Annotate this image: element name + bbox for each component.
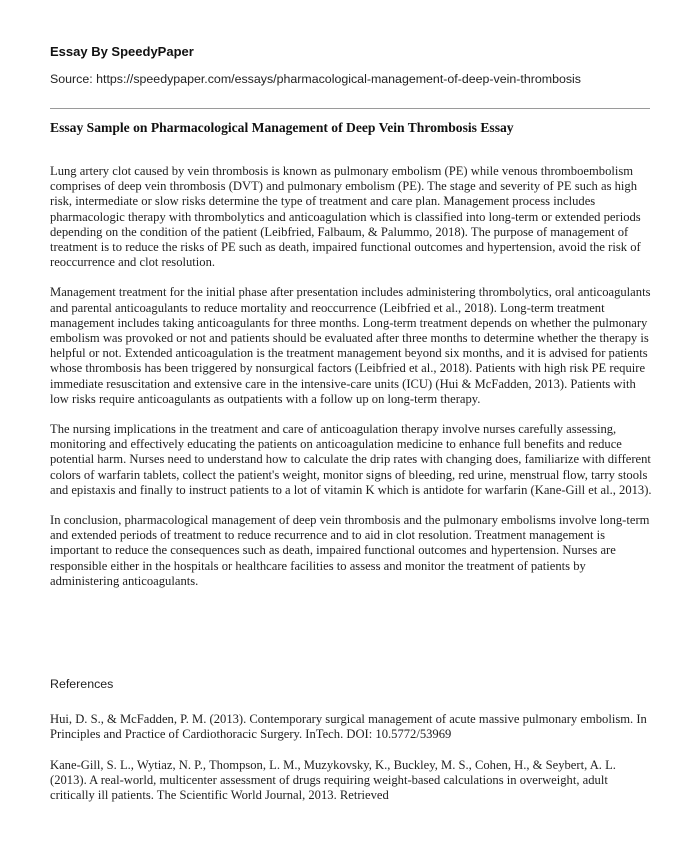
references-section: [50, 677, 654, 818]
header-divider: [50, 108, 650, 109]
essay-paragraph: The nursing implications in the treatment and care of anticoagulation therapy involve nurses carefully assessing, monitoring and effectively educating the patients on anticoagulation medicine to enhance full benefits and reduce potential harm. Nurses need to understand how to calculate the drip rates with changing does, familiarize with different colors of warfarin tablets, collect the patient's weight, monitor signs of bleeding, red urine, menstrual flow, tarry stools and epistaxis and finally to instruct patients to a lot of vitamin K which is antidote for warfarin (Kane-Gill et al., 2013).: [50, 422, 652, 497]
source-line: Source: https://speedypaper.com/essays/pharmacological-management-of-deep-vein-thrombosis: [50, 72, 581, 86]
essay-paragraph: Lung artery clot caused by vein thrombosis is known as pulmonary embolism (PE) while venous thromboembolism comprises of deep vein thrombosis (DVT) and pulmonary embolism (PE). The stage and severity of PE such as high risk, intermediate or slow risks determine the type of treatment and care plan. Management process includes pharmacologic therapy with thrombolytics and anticoagulation which is classified into long-term or extended periods depending on the condition of the patient (Leibfried, Falbaum, & Palummo, 2018). The purpose of management of treatment is to reduce the risks of PE such as death, impaired functional outcomes and hypertension, avoid the risk of reoccurrence and clot resolution.: [50, 164, 641, 270]
essay-paragraph: Management treatment for the initial phase after presentation includes administering thrombolytics, oral anticoagulants and parental anticoagulants to reduce mortality and reoccurrence (Leibfried et al., 2018). Long-term treatment management includes taking anticoagulants for three months. Long-term treatment depends on whether the pulmonary embolism was provoked or not and patients should be evaluated after three months to determine whether the therapy is helpful or not. Extended anticoagulation is the treatment management beyond six months, and it is advised for patients whose thrombosis has been triggered by nonsurgical factors (Leibfried et al., 2018). Patients with high risk PE require immediate resuscitation and extensive care in the intensive-care units (ICU) (Hui & McFadden, 2013). Patients with low risks require anticoagulants as outpatients with a follow up on long-term therapy.: [50, 285, 651, 406]
references-heading: References: [50, 677, 114, 691]
essay-title: Essay Sample on Pharmacological Management of Deep Vein Thrombosis Essay: [50, 120, 514, 135]
essay-paragraph: In conclusion, pharmacological management of deep vein thrombosis and the pulmonary embolisms involve long-term and extended periods of treatment to reduce recurrence and to aid in clot resolution. Treatment management is important to reduce the consequences such as death, impaired functional outcomes and hypertension. Nurses are responsible either in the hospitals or healthcare facilities to assess and monitor the treatment of patients by administering anticoagulants.: [50, 513, 650, 588]
essay-body: [50, 164, 654, 604]
reference-item: Hui, D. S., & McFadden, P. M. (2013). Contemporary surgical management of acute massive pulmonary embolism. In Principles and Practice of Cardiothoracic Surgery. InTech. DOI: 10.5772/53969: [50, 712, 647, 742]
brand-title: Essay By SpeedyPaper: [50, 44, 194, 59]
reference-item: Kane-Gill, S. L., Wytiaz, N. P., Thompson, L. M., Muzykovsky, K., Buckley, M. S., Cohen, H., & Seybert, A. L. (2013). A real-world, multicenter assessment of drugs requiring weight-based calculations in overweight, adult critically ill patients. The Scientific World Journal, 2013. Retrieved: [50, 757, 616, 803]
